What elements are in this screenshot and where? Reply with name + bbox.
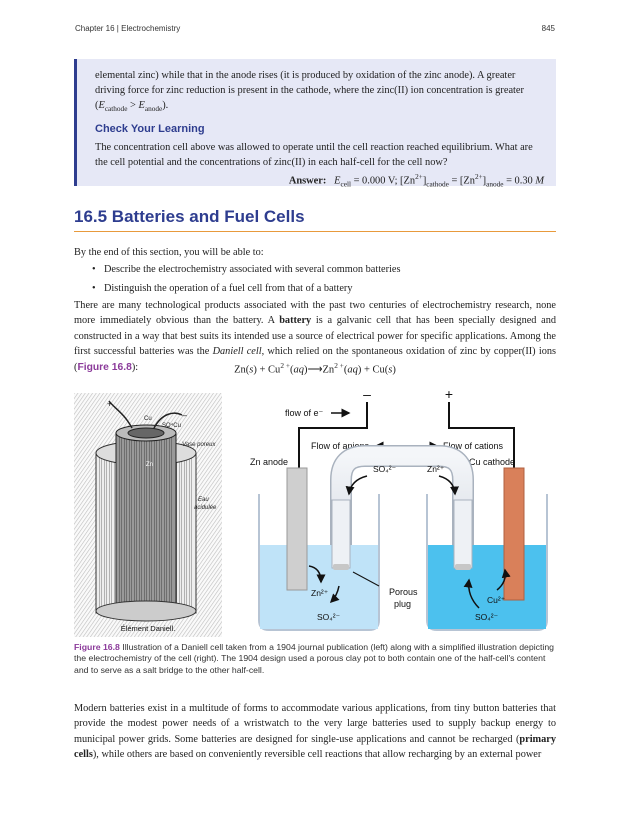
bridge-zinc-label: Zn²⁺ bbox=[427, 464, 445, 474]
term-battery: battery bbox=[279, 315, 312, 327]
callout-intro: elemental zinc) while that in the anode rises (it is produced by oxidation of the zinc anode). A greater driving force for zinc reduction is present in the cathode, where the zinc(II) ion concentration is greater $(E_{cathode} > E_{anode})$. bbox=[95, 70, 525, 114]
svg-text:+: + bbox=[107, 399, 113, 409]
engraving-label: Vase poreux bbox=[182, 442, 216, 448]
plug-label: plug bbox=[394, 599, 412, 609]
figure-caption-label: Figure 16.8 bbox=[74, 642, 120, 652]
flow-electrons-label: flow of e⁻ bbox=[285, 408, 324, 418]
callout-question: The concentration cell above was allowed to operate until the cell reaction reached equilibrium. What are the cell potential and the concentrations of zinc(II) in each half-cell for the cell now? bbox=[95, 142, 533, 169]
figure-link[interactable]: Figure 16.8 bbox=[77, 361, 132, 373]
zn-anode-label: Zn anode bbox=[250, 457, 289, 467]
engraving-label: acidulée bbox=[194, 505, 217, 511]
list-item: • Describe the electrochemistry associated with several common batteries bbox=[92, 262, 574, 277]
right-sulfate-label: SO₄²⁻ bbox=[475, 612, 499, 622]
callout-answer: Answer: $E_{cell} = 0.000$ V; $[Zn^{2+}]_{cathode} = [Zn^{2+}]_{anode} = 0.30$ M bbox=[288, 173, 544, 189]
term-primary-cells: primary cells bbox=[74, 733, 556, 761]
objectives-list bbox=[74, 262, 574, 301]
left-sulfate-label: SO₄²⁻ bbox=[317, 612, 341, 622]
daniell-cell-diagram bbox=[239, 390, 556, 637]
check-your-learning-title: Check Your Learning bbox=[95, 123, 205, 136]
paragraph-modern-batteries: Modern batteries exist in a multitude of forms to accommodate various applications, from tiny button batteries that provide the modest power needs of a wristwatch to the very large batteries used to supply backup energy to municipal power grids. Some batteries are designed for single-use applications and cannot be recharged (primary cells), while others are based on conveniently reversible cell reactions that allow recharging by an external power bbox=[74, 703, 556, 761]
minus-terminal: – bbox=[363, 390, 371, 402]
running-header-chapter: Chapter 16 | Electrochemistry bbox=[75, 24, 181, 33]
figure-16-8 bbox=[74, 390, 556, 637]
page-number: 845 bbox=[541, 24, 555, 33]
engraving-label: SO⁴Cu bbox=[162, 423, 181, 429]
flow-cations-label: Flow of cations bbox=[443, 441, 504, 451]
porous-label: Porous bbox=[389, 587, 418, 597]
daniell-equation: $Zn(s) + Cu^{2 +}(aq)⟶Zn^{2 +}(aq) + Cu(s)$ bbox=[234, 361, 396, 376]
engraving-label: Cu bbox=[144, 416, 152, 422]
svg-text:–: – bbox=[182, 410, 188, 420]
list-item: • Distinguish the operation of a fuel cell from that of a battery bbox=[92, 281, 574, 296]
figure-caption: Figure 16.8 Illustration of a Daniell cell taken from a 1904 journal publication (left) along with a simplified illustration depicting the electrochemistry of the cell (right). The 1904 design used a porous clay pot to both contain one of the half-cell's content and to serve as a salt bridge to the other half-cell. bbox=[74, 642, 554, 675]
engraving-label: Eau bbox=[198, 497, 209, 503]
left-zinc-ion-label: Zn²⁺ bbox=[311, 588, 329, 598]
bridge-sulfate-label: SO₄²⁻ bbox=[373, 464, 397, 474]
section-title: 16.5 Batteries and Fuel Cells bbox=[74, 207, 556, 232]
flow-anions-label: Flow of anions bbox=[311, 441, 370, 451]
objectives-intro: By the end of this section, you will be able to: bbox=[74, 247, 264, 258]
plus-terminal: + bbox=[444, 390, 454, 402]
daniell-cell-engraving bbox=[74, 393, 222, 637]
right-copper-ion-label: Cu²⁺ bbox=[487, 595, 506, 605]
engraving-label: Zn bbox=[146, 462, 154, 468]
check-your-learning-box bbox=[74, 59, 556, 189]
cu-cathode-label: Cu cathode bbox=[469, 457, 516, 467]
engraving-caption: Élément Daniell. bbox=[120, 624, 176, 633]
paragraph-intro-battery: There are many technological products associated with the past two centuries of electrochemistry research, none more immediately obvious than the battery. A battery is a galvanic cell that has been specially designed and constructed in a way that best suits its intended use a source of electrical power for specific applications. Among the first successful batteries was the Daniell cell, which relied on the spontaneous oxidation of zinc by copper(II) ions (Figure 16.8): bbox=[74, 300, 557, 373]
